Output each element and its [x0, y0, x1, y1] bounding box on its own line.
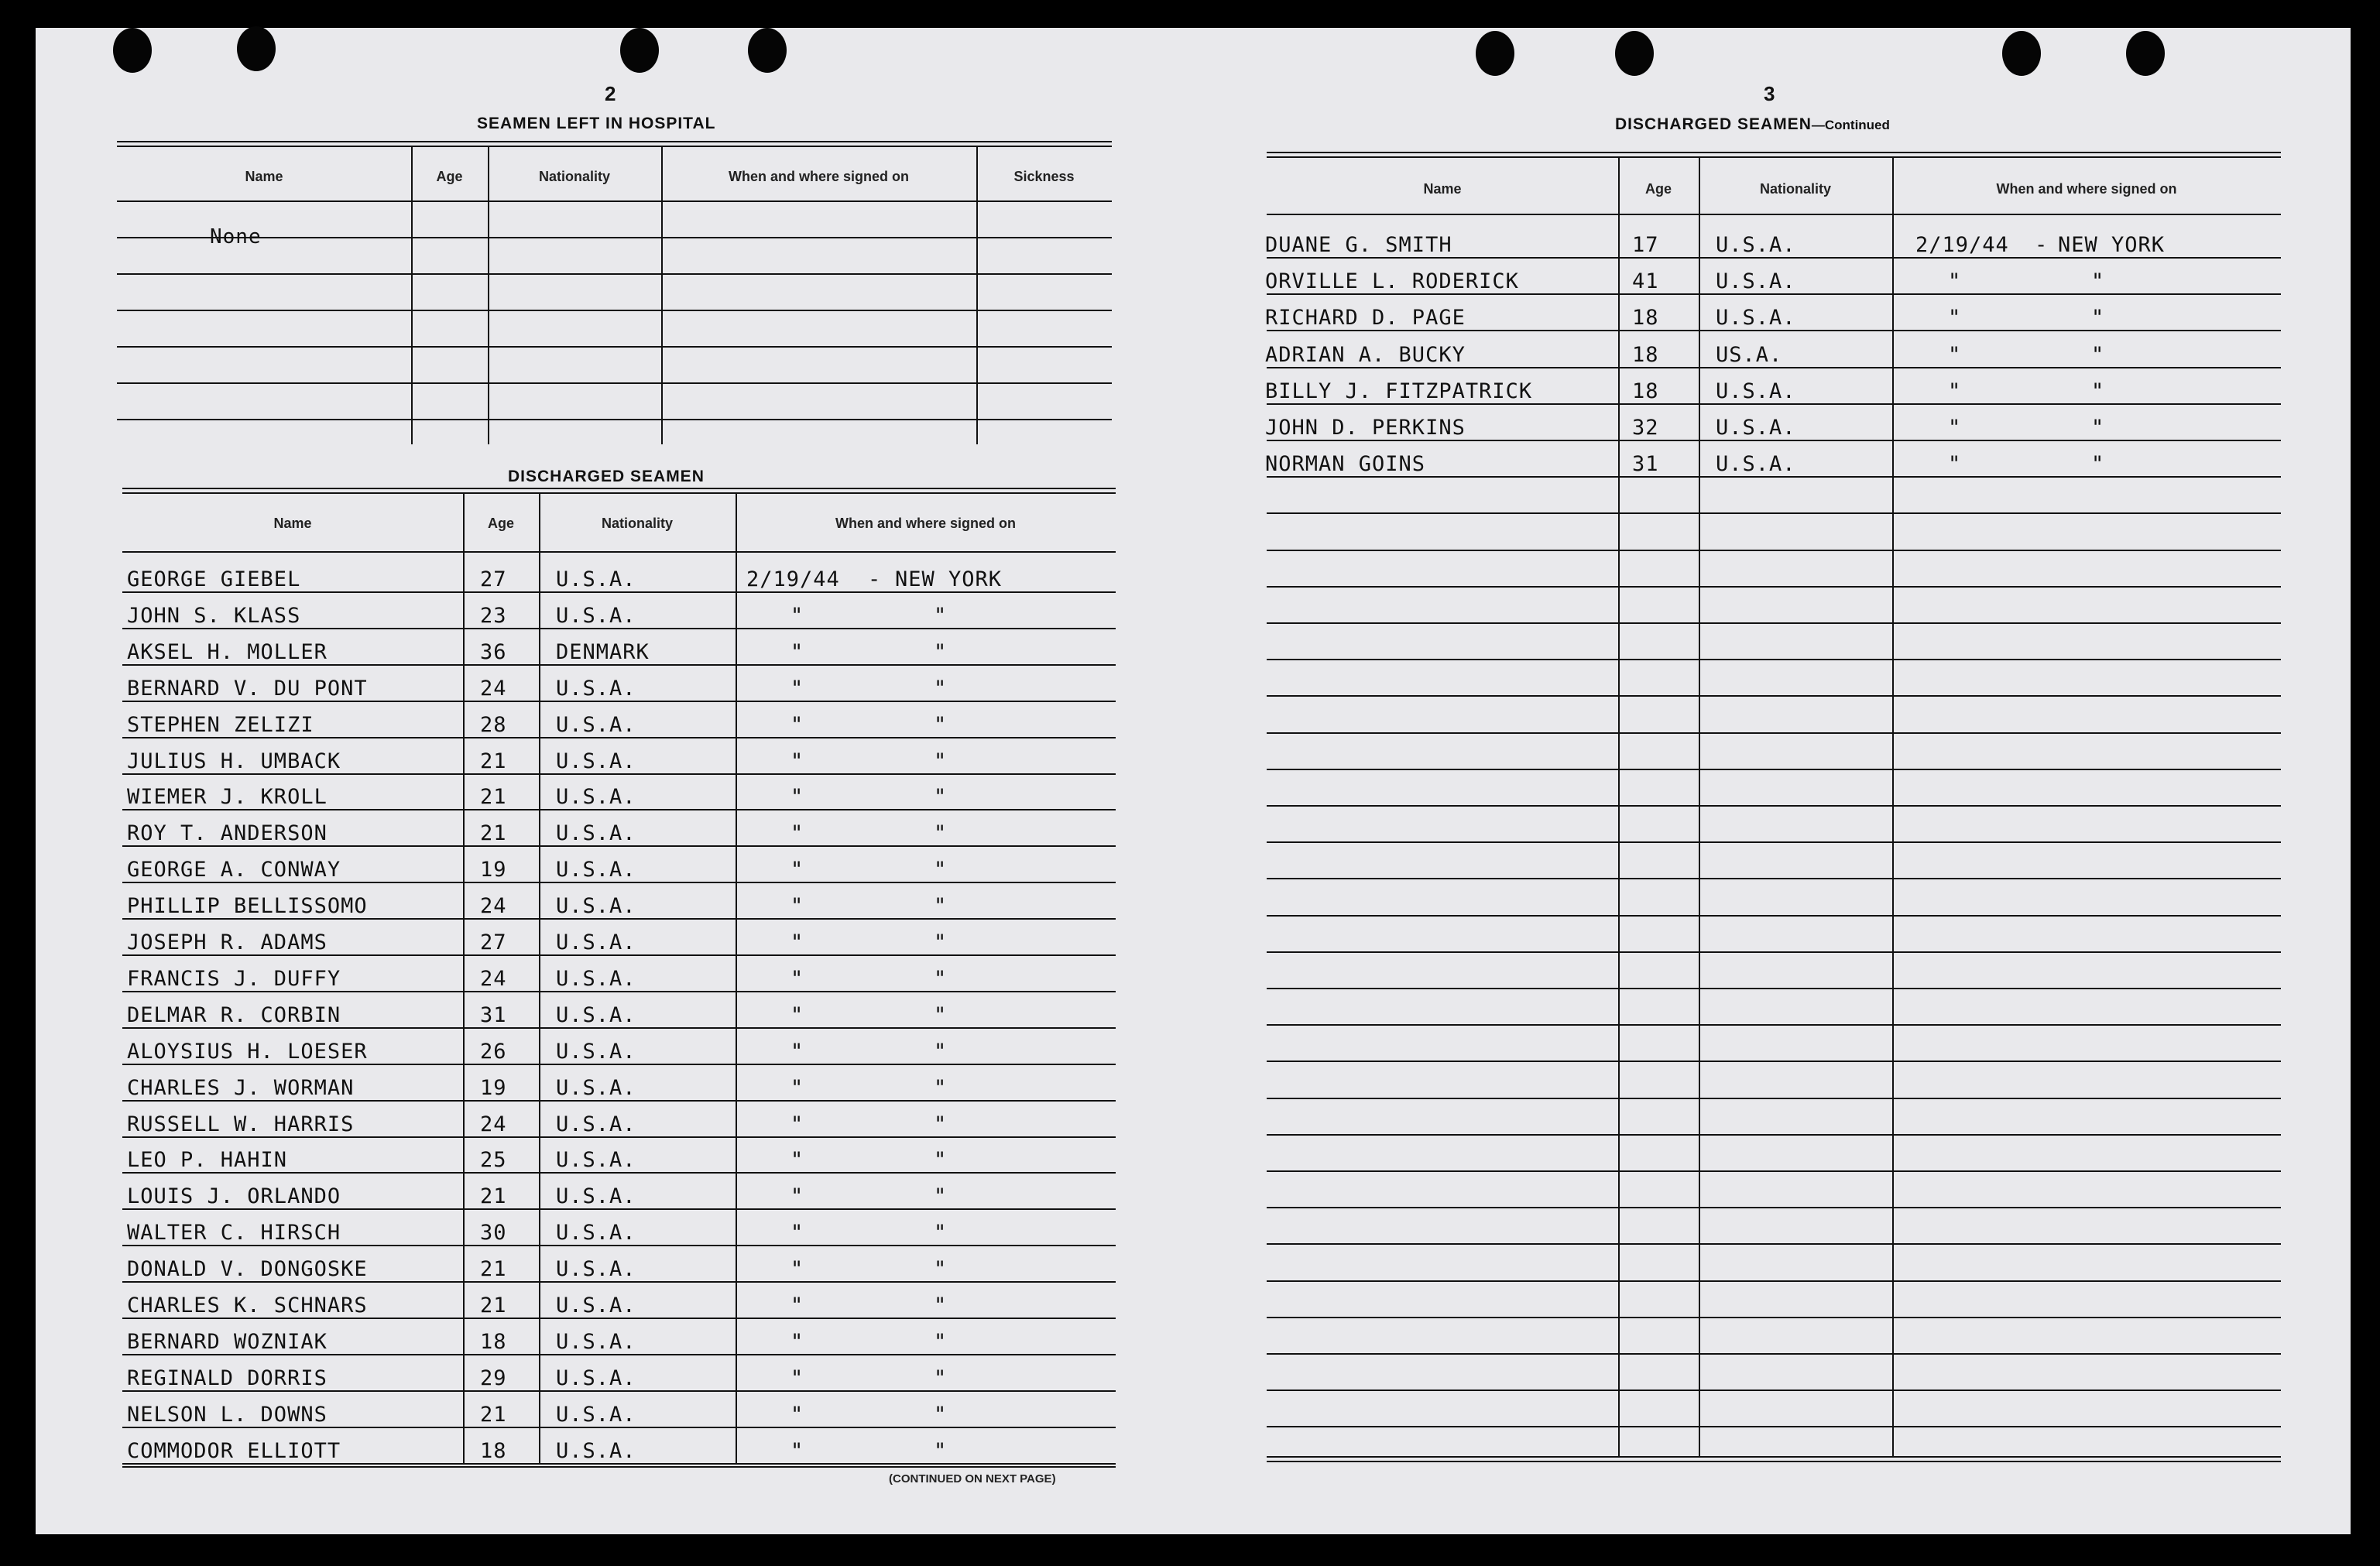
seaman-name: ORVILLE L. RODERICK — [1265, 269, 1519, 293]
seaman-name: RICHARD D. PAGE — [1265, 306, 1466, 330]
ditto-mark: " — [790, 677, 804, 701]
punch-hole — [2126, 31, 2165, 76]
rule-line — [1267, 1024, 2281, 1026]
seaman-nationality: US.A. — [1716, 343, 1783, 367]
seaman-name: JULIUS H. UMBACK — [127, 749, 341, 773]
ditto-mark: " — [934, 821, 948, 845]
ditto-mark: " — [934, 1112, 948, 1136]
rule-line — [1267, 476, 2281, 478]
seaman-name: LEO P. HAHIN — [127, 1148, 288, 1172]
rule-line — [117, 346, 1112, 348]
ditto-mark: " — [790, 1003, 804, 1027]
right-table-top-rule — [1267, 152, 2281, 153]
ditto-mark: " — [1948, 306, 1962, 330]
rule-line — [117, 273, 1112, 275]
rule-line — [122, 845, 1116, 847]
rule-line — [1267, 403, 2281, 405]
seaman-age: 24 — [480, 677, 507, 701]
ditto-mark: " — [934, 1257, 948, 1281]
ditto-mark: " — [934, 1366, 948, 1390]
seaman-age: 28 — [480, 713, 507, 737]
signed-on-dash: - — [2035, 233, 2049, 257]
ditto-mark: " — [934, 640, 948, 664]
hospital-col-nationality: Nationality — [538, 169, 610, 184]
ditto-mark: " — [790, 1040, 804, 1064]
seaman-nationality: U.S.A. — [556, 1330, 636, 1354]
seaman-age: 21 — [480, 1294, 507, 1318]
rule-line — [1267, 1134, 2281, 1136]
ditto-mark: " — [790, 785, 804, 809]
rule-line — [117, 382, 1112, 384]
rule-line — [1267, 988, 2281, 989]
rule-line — [1267, 622, 2281, 624]
seaman-name: WIEMER J. KROLL — [127, 785, 328, 809]
rule-line — [1267, 1390, 2281, 1391]
rule-line — [122, 701, 1116, 702]
seaman-name: BERNARD V. DU PONT — [127, 677, 368, 701]
ditto-mark: " — [2091, 416, 2105, 440]
rule-line — [122, 1463, 1116, 1465]
seaman-age: 19 — [480, 858, 507, 882]
ditto-mark: " — [790, 967, 804, 991]
seaman-name: BILLY J. FITZPATRICK — [1265, 379, 1533, 403]
ditto-mark: " — [934, 1439, 948, 1463]
discharged-col-nationality: Nationality — [601, 516, 673, 531]
seaman-name: GEORGE A. CONWAY — [127, 858, 341, 882]
hospital-col-age: Age — [436, 169, 463, 184]
rule-line — [122, 591, 1116, 593]
rule-line — [1267, 586, 2281, 588]
signed-on-place: NEW YORK — [895, 567, 1003, 591]
rule-line — [117, 310, 1112, 311]
hospital-table-top-rule — [117, 141, 1112, 142]
seaman-age: 18 — [480, 1439, 507, 1463]
rule-line — [1267, 951, 2281, 953]
signed-on-place: NEW YORK — [2058, 233, 2166, 257]
discharged-section-title: DISCHARGED SEAMEN — [508, 468, 705, 485]
discharged-table-top-rule — [122, 488, 1116, 489]
rule-line — [1267, 878, 2281, 879]
rule-line — [122, 773, 1116, 775]
seaman-name: DONALD V. DONGOSKE — [127, 1257, 368, 1281]
seaman-age: 21 — [480, 749, 507, 773]
rule-line — [1267, 1280, 2281, 1282]
rule-line — [1267, 1207, 2281, 1208]
seaman-nationality: U.S.A. — [556, 930, 636, 954]
rule-line — [1267, 659, 2281, 660]
ditto-mark: " — [790, 821, 804, 845]
seaman-name: CHARLES J. WORMAN — [127, 1076, 355, 1100]
rule-line — [122, 1136, 1116, 1138]
punch-hole — [1615, 31, 1654, 76]
seaman-nationality: U.S.A. — [556, 1257, 636, 1281]
ditto-mark: " — [1948, 452, 1962, 476]
ditto-mark: " — [934, 1003, 948, 1027]
seaman-nationality: U.S.A. — [556, 1148, 636, 1172]
rule-line — [117, 419, 1112, 420]
ditto-mark: " — [790, 1439, 804, 1463]
ditto-mark: " — [934, 1403, 948, 1427]
ditto-mark: " — [1948, 379, 1962, 403]
right-title-main: DISCHARGED SEAMEN — [1615, 115, 1812, 133]
rule-line — [122, 1064, 1116, 1065]
seaman-nationality: U.S.A. — [556, 1439, 636, 1463]
seaman-nationality: U.S.A. — [556, 967, 636, 991]
seaman-age: 29 — [480, 1366, 507, 1390]
seaman-age: 26 — [480, 1040, 507, 1064]
signed-on-dash: - — [868, 567, 882, 591]
ditto-mark: " — [790, 1257, 804, 1281]
rule-line — [122, 1100, 1116, 1102]
ditto-mark: " — [790, 858, 804, 882]
ditto-mark: " — [934, 677, 948, 701]
punch-hole — [113, 28, 152, 73]
rule-line — [1267, 805, 2281, 807]
right-col-name: Name — [1423, 181, 1462, 197]
seaman-name: STEPHEN ZELIZI — [127, 713, 314, 737]
seaman-nationality: U.S.A. — [556, 858, 636, 882]
rule-line — [122, 1354, 1116, 1355]
punch-hole — [2002, 31, 2041, 76]
ditto-mark: " — [790, 1403, 804, 1427]
seaman-age: 21 — [480, 1403, 507, 1427]
seaman-nationality: U.S.A. — [556, 1294, 636, 1318]
right-col-age: Age — [1644, 181, 1672, 197]
seaman-name: GEORGE GIEBEL — [127, 567, 301, 591]
column-divider — [976, 146, 978, 444]
ditto-mark: " — [2091, 269, 2105, 293]
seaman-age: 27 — [480, 930, 507, 954]
seaman-nationality: U.S.A. — [556, 604, 636, 628]
right-section-title — [1615, 115, 1890, 134]
seaman-nationality: U.S.A. — [556, 713, 636, 737]
rule-line — [1267, 1243, 2281, 1245]
rule-line — [122, 1172, 1116, 1174]
ditto-mark: " — [934, 1330, 948, 1354]
rule-line — [1267, 1170, 2281, 1172]
discharged-col-when-where: When and where signed on — [835, 516, 1016, 531]
discharged-col-name: Name — [273, 516, 312, 531]
rule-line — [1267, 769, 2281, 770]
seaman-nationality: U.S.A. — [556, 894, 636, 918]
column-divider — [661, 146, 663, 444]
rule-line — [1267, 841, 2281, 843]
ditto-mark: " — [934, 967, 948, 991]
seaman-age: 27 — [480, 567, 507, 591]
rule-line — [1267, 1353, 2281, 1355]
discharged-col-age: Age — [487, 516, 514, 531]
seaman-nationality: U.S.A. — [556, 1040, 636, 1064]
ditto-mark: " — [2091, 343, 2105, 367]
seaman-nationality: U.S.A. — [556, 1221, 636, 1245]
rule-line — [122, 1390, 1116, 1392]
right-title-suffix: —Continued — [1811, 118, 1890, 132]
ditto-mark: " — [790, 1112, 804, 1136]
rule-line — [122, 628, 1116, 629]
seaman-age: 19 — [480, 1076, 507, 1100]
seaman-name: BERNARD WOZNIAK — [127, 1330, 328, 1354]
seaman-name: ALOYSIUS H. LOESER — [127, 1040, 368, 1064]
seaman-nationality: U.S.A. — [556, 785, 636, 809]
ditto-mark: " — [790, 894, 804, 918]
ditto-mark: " — [934, 894, 948, 918]
seaman-name: RUSSELL W. HARRIS — [127, 1112, 355, 1136]
rule-line — [1267, 330, 2281, 331]
rule-line — [1267, 695, 2281, 697]
rule-line — [122, 737, 1116, 738]
seaman-name: WALTER C. HIRSCH — [127, 1221, 341, 1245]
seaman-age: 18 — [1632, 379, 1659, 403]
ditto-mark: " — [790, 930, 804, 954]
seaman-nationality: U.S.A. — [1716, 452, 1796, 476]
signed-on-date: 2/19/44 — [1915, 233, 2009, 257]
seaman-age: 31 — [1632, 452, 1659, 476]
seaman-nationality: DENMARK — [556, 640, 650, 664]
seaman-name: CHARLES K. SCHNARS — [127, 1294, 368, 1318]
rule-line — [1267, 367, 2281, 368]
hospital-col-when-where: When and where signed on — [728, 169, 909, 184]
hospital-entry-none: None — [210, 225, 262, 248]
rule-line — [122, 1208, 1116, 1210]
rule-line — [122, 1427, 1116, 1428]
right-table-bottom-rule — [1267, 1456, 2281, 1458]
seaman-nationality: U.S.A. — [556, 1003, 636, 1027]
seaman-nationality: U.S.A. — [556, 1112, 636, 1136]
ditto-mark: " — [934, 749, 948, 773]
page-number-right: 3 — [1764, 82, 1775, 105]
column-divider — [411, 146, 413, 444]
seaman-nationality: U.S.A. — [556, 749, 636, 773]
seaman-name: REGINALD DORRIS — [127, 1366, 328, 1390]
column-divider — [488, 146, 489, 444]
right-table-bottom-rule — [1267, 1461, 2281, 1462]
ditto-mark: " — [934, 713, 948, 737]
seaman-age: 24 — [480, 894, 507, 918]
ditto-mark: " — [1948, 269, 1962, 293]
seaman-age: 18 — [480, 1330, 507, 1354]
seaman-name: ADRIAN A. BUCKY — [1265, 343, 1466, 367]
ditto-mark: " — [1948, 343, 1962, 367]
rule-line — [1267, 214, 2281, 215]
seaman-nationality: U.S.A. — [556, 1076, 636, 1100]
rule-line — [122, 1318, 1116, 1319]
seaman-nationality: U.S.A. — [556, 821, 636, 845]
seaman-name: DUANE G. SMITH — [1265, 233, 1452, 257]
right-col-when-where: When and where signed on — [1996, 181, 2177, 197]
seaman-age: 25 — [480, 1148, 507, 1172]
ditto-mark: " — [790, 713, 804, 737]
seaman-age: 21 — [480, 1257, 507, 1281]
ditto-mark: " — [790, 1366, 804, 1390]
seaman-nationality: U.S.A. — [556, 677, 636, 701]
rule-line — [117, 146, 1112, 147]
rule-line — [122, 882, 1116, 883]
hospital-col-name: Name — [245, 169, 283, 184]
rule-line — [122, 954, 1116, 956]
seaman-age: 31 — [480, 1003, 507, 1027]
rule-line — [117, 200, 1112, 202]
ditto-mark: " — [790, 749, 804, 773]
rule-line — [122, 918, 1116, 920]
discharged-table-bottom-rule — [122, 1466, 1116, 1468]
rule-line — [122, 664, 1116, 666]
ditto-mark: " — [790, 1294, 804, 1318]
seaman-age: 17 — [1632, 233, 1659, 257]
rule-line — [122, 1281, 1116, 1283]
ditto-mark: " — [934, 1076, 948, 1100]
punch-hole — [748, 28, 787, 73]
seaman-nationality: U.S.A. — [1716, 306, 1796, 330]
ditto-mark: " — [790, 1221, 804, 1245]
ditto-mark: " — [790, 604, 804, 628]
ditto-mark: " — [934, 1040, 948, 1064]
seaman-age: 21 — [480, 1184, 507, 1208]
seaman-age: 18 — [1632, 343, 1659, 367]
paper-sheet — [36, 28, 2351, 1534]
hospital-col-sickness: Sickness — [1013, 169, 1075, 184]
rule-line — [1267, 550, 2281, 551]
ditto-mark: " — [2091, 306, 2105, 330]
seaman-name: ROY T. ANDERSON — [127, 821, 328, 845]
ditto-mark: " — [934, 1294, 948, 1318]
seaman-nationality: U.S.A. — [556, 1403, 636, 1427]
rule-line — [1267, 915, 2281, 917]
ditto-mark: " — [2091, 452, 2105, 476]
right-col-nationality: Nationality — [1759, 181, 1831, 197]
ditto-mark: " — [790, 1148, 804, 1172]
seaman-name: FRANCIS J. DUFFY — [127, 967, 341, 991]
seaman-nationality: U.S.A. — [556, 1366, 636, 1390]
seaman-name: COMMODOR ELLIOTT — [127, 1439, 341, 1463]
rule-line — [122, 1245, 1116, 1246]
seaman-age: 32 — [1632, 416, 1659, 440]
rule-line — [1267, 1426, 2281, 1427]
rule-line — [1267, 1061, 2281, 1062]
rule-line — [122, 991, 1116, 992]
seaman-nationality: U.S.A. — [1716, 233, 1796, 257]
seaman-name: AKSEL H. MOLLER — [127, 640, 328, 664]
signed-on-date: 2/19/44 — [746, 567, 840, 591]
seaman-nationality: U.S.A. — [1716, 269, 1796, 293]
rule-line — [122, 492, 1116, 494]
seaman-name: PHILLIP BELLISSOMO — [127, 894, 368, 918]
seaman-name: LOUIS J. ORLANDO — [127, 1184, 341, 1208]
ditto-mark: " — [934, 604, 948, 628]
ditto-mark: " — [790, 640, 804, 664]
ditto-mark: " — [790, 1184, 804, 1208]
ditto-mark: " — [934, 858, 948, 882]
rule-line — [122, 809, 1116, 810]
page-number-left: 2 — [605, 82, 616, 105]
seaman-age: 24 — [480, 967, 507, 991]
rule-line — [122, 1027, 1116, 1029]
seaman-age: 36 — [480, 640, 507, 664]
rule-line — [1267, 732, 2281, 734]
rule-line — [1267, 1098, 2281, 1099]
ditto-mark: " — [934, 1184, 948, 1208]
ditto-mark: " — [1948, 416, 1962, 440]
seaman-age: 21 — [480, 821, 507, 845]
rule-line — [1267, 512, 2281, 514]
ditto-mark: " — [790, 1330, 804, 1354]
seaman-name: JOHN S. KLASS — [127, 604, 301, 628]
ditto-mark: " — [2091, 379, 2105, 403]
ditto-mark: " — [934, 1221, 948, 1245]
rule-line — [117, 237, 1112, 238]
punch-hole — [237, 26, 276, 71]
punch-hole — [620, 28, 659, 73]
seaman-age: 18 — [1632, 306, 1659, 330]
seaman-nationality: U.S.A. — [556, 1184, 636, 1208]
rule-line — [1267, 257, 2281, 259]
rule-line — [1267, 156, 2281, 158]
seaman-name: NELSON L. DOWNS — [127, 1403, 328, 1427]
seaman-age: 21 — [480, 785, 507, 809]
ditto-mark: " — [934, 930, 948, 954]
rule-line — [1267, 440, 2281, 441]
seaman-name: JOHN D. PERKINS — [1265, 416, 1466, 440]
seaman-nationality: U.S.A. — [1716, 416, 1796, 440]
seaman-nationality: U.S.A. — [1716, 379, 1796, 403]
hospital-section-title: SEAMEN LEFT IN HOSPITAL — [477, 115, 716, 132]
punch-hole — [1476, 31, 1514, 76]
seaman-name: DELMAR R. CORBIN — [127, 1003, 341, 1027]
ditto-mark: " — [934, 1148, 948, 1172]
rule-line — [1267, 1317, 2281, 1318]
seaman-age: 30 — [480, 1221, 507, 1245]
ditto-mark: " — [934, 785, 948, 809]
seaman-nationality: U.S.A. — [556, 567, 636, 591]
seaman-age: 23 — [480, 604, 507, 628]
seaman-name: NORMAN GOINS — [1265, 452, 1426, 476]
seaman-name: JOSEPH R. ADAMS — [127, 930, 328, 954]
rule-line — [122, 551, 1116, 553]
ditto-mark: " — [790, 1076, 804, 1100]
continued-note: (CONTINUED ON NEXT PAGE) — [889, 1472, 1056, 1485]
seaman-age: 24 — [480, 1112, 507, 1136]
seaman-age: 41 — [1632, 269, 1659, 293]
rule-line — [1267, 293, 2281, 295]
